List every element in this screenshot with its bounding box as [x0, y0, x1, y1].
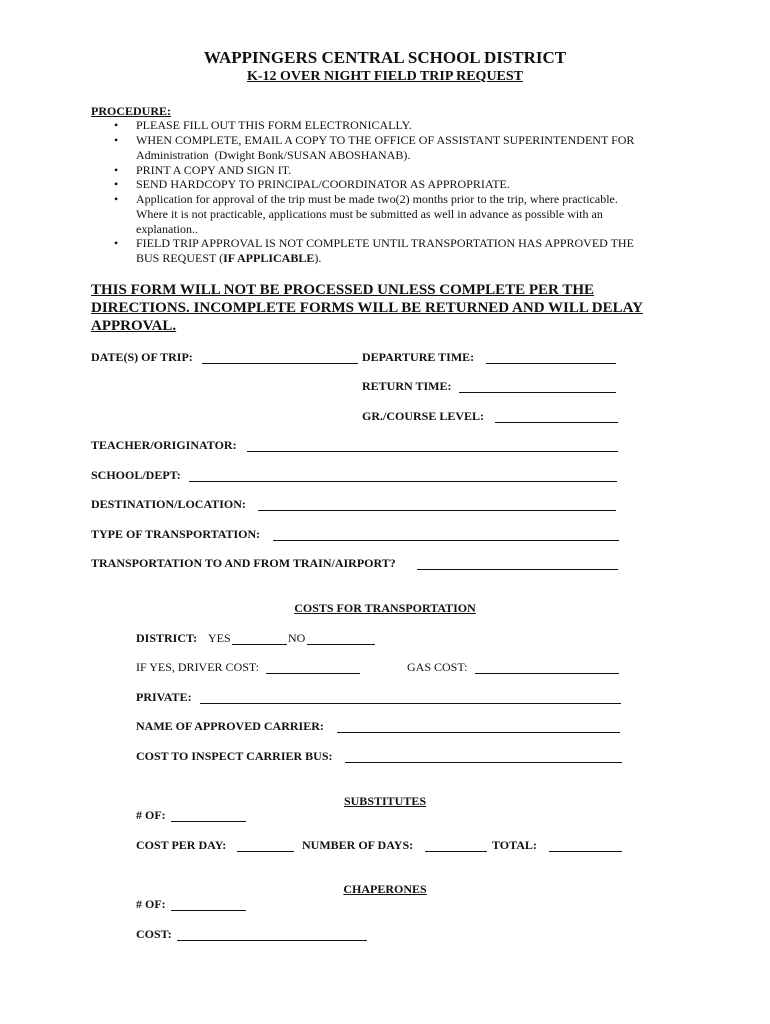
destination-label: DESTINATION/LOCATION: — [91, 497, 246, 511]
bullet-icon: • — [114, 163, 119, 177]
dates-field[interactable] — [202, 363, 358, 364]
chaperones-count-label: # OF: — [136, 897, 166, 911]
carrier-field[interactable] — [337, 732, 620, 733]
chaperones-heading: CHAPERONES — [343, 882, 427, 896]
train-airport-label: TRANSPORTATION TO AND FROM TRAIN/AIRPORT? — [91, 556, 396, 570]
warning-line: APPROVAL. — [91, 318, 177, 334]
return-field[interactable] — [459, 392, 616, 393]
private-field[interactable] — [200, 703, 621, 704]
transport-type-field[interactable] — [273, 540, 619, 541]
school-label: SCHOOL/DEPT: — [91, 468, 181, 482]
substitutes-heading: SUBSTITUTES — [343, 794, 427, 808]
form-subtitle: K-12 OVER NIGHT FIELD TRIP REQUEST — [246, 69, 524, 84]
procedure-item: SEND HARDCOPY TO PRINCIPAL/COORDINATOR AS APPROPRIATE. — [136, 177, 510, 191]
district-no-label: NO — [288, 631, 306, 645]
teacher-field[interactable] — [247, 451, 618, 452]
number-of-days-field[interactable] — [425, 851, 487, 852]
cost-per-day-field[interactable] — [237, 851, 294, 852]
page-title: WAPPINGERS CENTRAL SCHOOL DISTRICT — [203, 48, 567, 67]
carrier-label: NAME OF APPROVED CARRIER: — [136, 719, 324, 733]
bullet-icon: • — [114, 236, 119, 250]
bullet-icon: • — [114, 118, 119, 132]
total-label: TOTAL: — [492, 838, 537, 852]
warning-line: DIRECTIONS. INCOMPLETE FORMS WILL BE RETURNED AND WILL DELAY — [91, 300, 643, 316]
gas-cost-field[interactable] — [475, 673, 619, 674]
bullet-icon: • — [114, 192, 119, 206]
chaperones-cost-field[interactable] — [177, 940, 367, 941]
procedure-label: PROCEDURE: — [91, 104, 171, 118]
train-airport-field[interactable] — [417, 569, 618, 570]
procedure-item-cont: Where it is not practicable, applications must be submitted as well in advance as possible with an — [136, 207, 603, 221]
dates-label: DATE(S) OF TRIP: — [91, 350, 193, 364]
chaperones-count-field[interactable] — [171, 910, 246, 911]
procedure-item: WHEN COMPLETE, EMAIL A COPY TO THE OFFICE OF ASSISTANT SUPERINTENDENT FOR — [136, 133, 635, 147]
departure-field[interactable] — [486, 363, 616, 364]
inspect-label: COST TO INSPECT CARRIER BUS: — [136, 749, 333, 763]
district-no-field[interactable] — [307, 644, 375, 645]
driver-cost-field[interactable] — [266, 673, 360, 674]
district-yes-field[interactable] — [232, 644, 287, 645]
procedure-text: ). — [314, 251, 322, 265]
number-of-days-label: NUMBER OF DAYS: — [302, 838, 414, 852]
procedure-item: PLEASE FILL OUT THIS FORM ELECTRONICALLY. — [136, 118, 412, 132]
teacher-label: TEACHER/ORIGINATOR: — [91, 438, 237, 452]
procedure-item: Application for approval of the trip must be made two(2) months prior to the trip, where practicable. — [136, 192, 618, 206]
procedure-item-cont: Administration (Dwight Bonk/SUSAN ABOSHANAB). — [136, 148, 411, 162]
procedure-item-cont — [136, 251, 321, 266]
destination-field[interactable] — [258, 510, 616, 511]
driver-cost-label: IF YES, DRIVER COST: — [136, 660, 259, 674]
procedure-item: PRINT A COPY AND SIGN IT. — [136, 163, 292, 177]
procedure-text: BUS REQUEST ( — [136, 251, 224, 265]
bullet-icon: • — [114, 177, 119, 191]
return-label: RETURN TIME: — [362, 379, 452, 393]
procedure-item: FIELD TRIP APPROVAL IS NOT COMPLETE UNTIL TRANSPORTATION HAS APPROVED THE — [136, 236, 634, 250]
procedure-item-cont: explanation.. — [136, 222, 198, 236]
private-label: PRIVATE: — [136, 690, 192, 704]
departure-label: DEPARTURE TIME: — [362, 350, 475, 364]
substitutes-count-label: # OF: — [136, 808, 166, 822]
gas-cost-label: GAS COST: — [407, 660, 468, 674]
cost-per-day-label: COST PER DAY: — [136, 838, 227, 852]
inspect-field[interactable] — [345, 762, 622, 763]
total-field[interactable] — [549, 851, 622, 852]
district-label: DISTRICT: — [136, 631, 198, 645]
district-yes-label: YES — [208, 631, 231, 645]
substitutes-count-field[interactable] — [171, 821, 246, 822]
transport-type-label: TYPE OF TRANSPORTATION: — [91, 527, 261, 541]
procedure-bold-text: IF APPLICABLE — [223, 251, 315, 265]
bullet-icon: • — [114, 133, 119, 147]
grade-field[interactable] — [495, 422, 618, 423]
costs-heading: COSTS FOR TRANSPORTATION — [294, 601, 476, 615]
chaperones-cost-label: COST: — [136, 927, 172, 941]
grade-label: GR./COURSE LEVEL: — [362, 409, 485, 423]
warning-line: THIS FORM WILL NOT BE PROCESSED UNLESS COMPLETE PER THE — [91, 282, 595, 298]
school-field[interactable] — [189, 481, 617, 482]
